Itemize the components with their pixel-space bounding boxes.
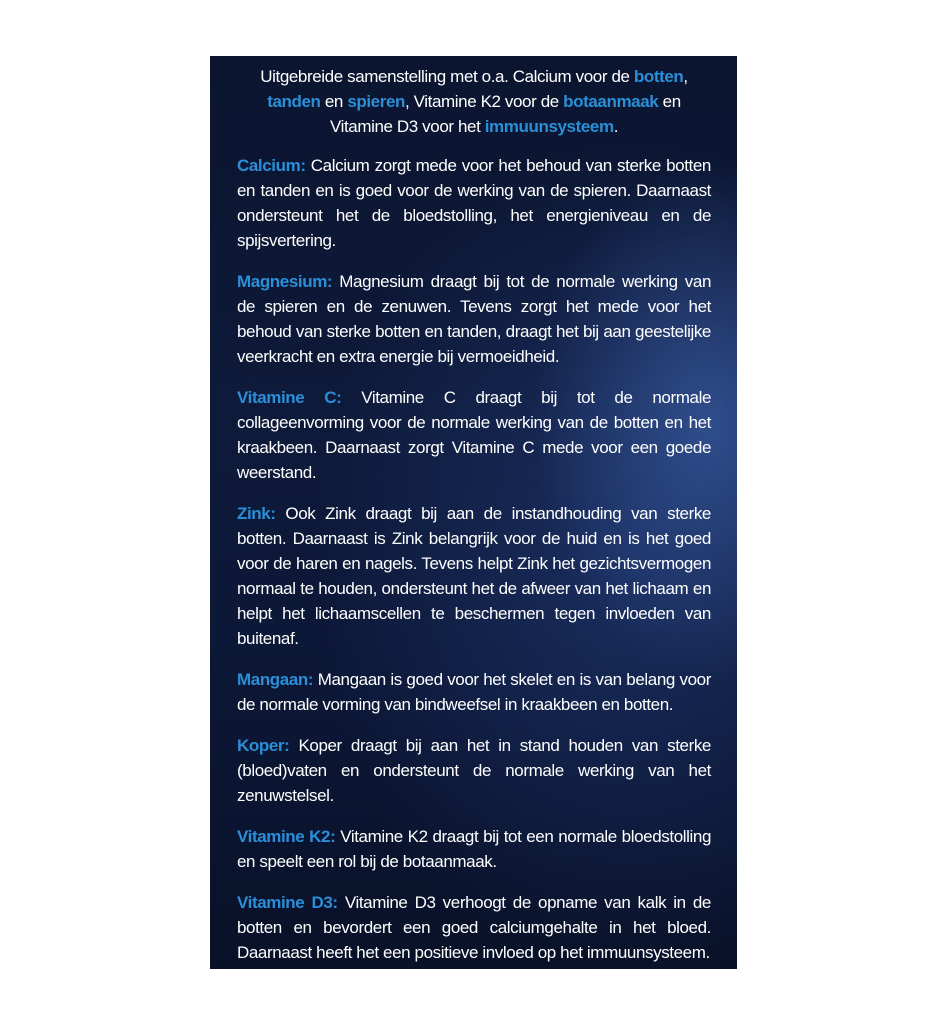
- section-text: Mangaan is goed voor het skelet en is van belang voor de normale vorming van bindweefsel in kraakbeen en botten.: [237, 670, 711, 714]
- section-term: Koper:: [237, 736, 290, 755]
- highlight-tanden: tanden: [267, 92, 321, 111]
- section-text: Magnesium draagt bij tot de normale werking van de spieren en de zenuwen. Tevens zorgt het mede voor het behoud van sterke botten en tanden, draagt het bij aan geestelijke veerkracht en extra energie bij vermoeidheid.: [237, 272, 711, 366]
- section-term: Zink:: [237, 504, 276, 523]
- section-koper: [237, 733, 711, 808]
- section-magnesium: [237, 269, 711, 369]
- ingredients-panel: [210, 56, 737, 969]
- intro-part-6: .: [613, 117, 619, 136]
- section-calcium: [237, 153, 711, 253]
- highlight-botten: botten: [633, 67, 684, 86]
- section-term: Vitamine K2:: [237, 827, 336, 846]
- highlight-spieren: spieren: [347, 92, 405, 111]
- section-term: Magnesium:: [237, 272, 333, 291]
- intro-part-4: , Vitamine K2 voor de: [404, 92, 564, 111]
- intro-text: [237, 64, 711, 139]
- highlight-immuunsysteem: immuunsysteem: [484, 117, 614, 136]
- intro-part-1: Uitgebreide samenstelling met o.a. Calcium voor de: [260, 67, 634, 86]
- intro-part-2: ,: [683, 67, 688, 86]
- highlight-botaanmaak: botaanmaak: [563, 92, 659, 111]
- section-vitamine-d3: [237, 890, 711, 965]
- intro-part-5: en Vitamine D3 voor het: [329, 92, 681, 136]
- section-text: Calcium zorgt mede voor het behoud van sterke botten en tanden en is goed voor de werking van de spieren. Daarnaast ondersteunt het de bloedstolling, het energieniveau en de spijsvertering.: [237, 156, 711, 250]
- section-text: Vitamine K2 draagt bij tot een normale bloedstolling en speelt een rol bij de botaanmaak.: [237, 827, 711, 871]
- section-text: Vitamine D3 verhoogt de opname van kalk in de botten en bevordert een goed calciumgehalte in het bloed. Daarnaast heeft het een positieve invloed op het immuunsysteem.: [237, 893, 711, 962]
- intro-part-3: en: [320, 92, 348, 111]
- section-term: Calcium:: [237, 156, 306, 175]
- section-vitamine-c: [237, 385, 711, 485]
- section-text: Vitamine C draagt bij tot de normale collageenvorming voor de normale werking van de botten en het kraakbeen. Daarnaast zorgt Vitamine C mede voor een goede weerstand.: [237, 388, 711, 482]
- section-term: Vitamine C:: [237, 388, 342, 407]
- section-mangaan: [237, 667, 711, 717]
- section-text: Koper draagt bij aan het in stand houden van sterke (bloed)vaten en ondersteunt de normale werking van het zenuwstelsel.: [237, 736, 711, 805]
- section-term: Mangaan:: [237, 670, 314, 689]
- section-zink: [237, 501, 711, 651]
- section-term: Vitamine D3:: [237, 893, 338, 912]
- section-text: Ook Zink draagt bij aan de instandhouding van sterke botten. Daarnaast is Zink belangrijk voor de huid en is het goed voor de haren en nagels. Tevens helpt Zink het gezichtsvermogen normaal te houden, ondersteunt het de afweer van het lichaam en helpt het lichaamscellen te beschermen tegen invloeden van buitenaf.: [237, 504, 711, 648]
- section-vitamine-k2: [237, 824, 711, 874]
